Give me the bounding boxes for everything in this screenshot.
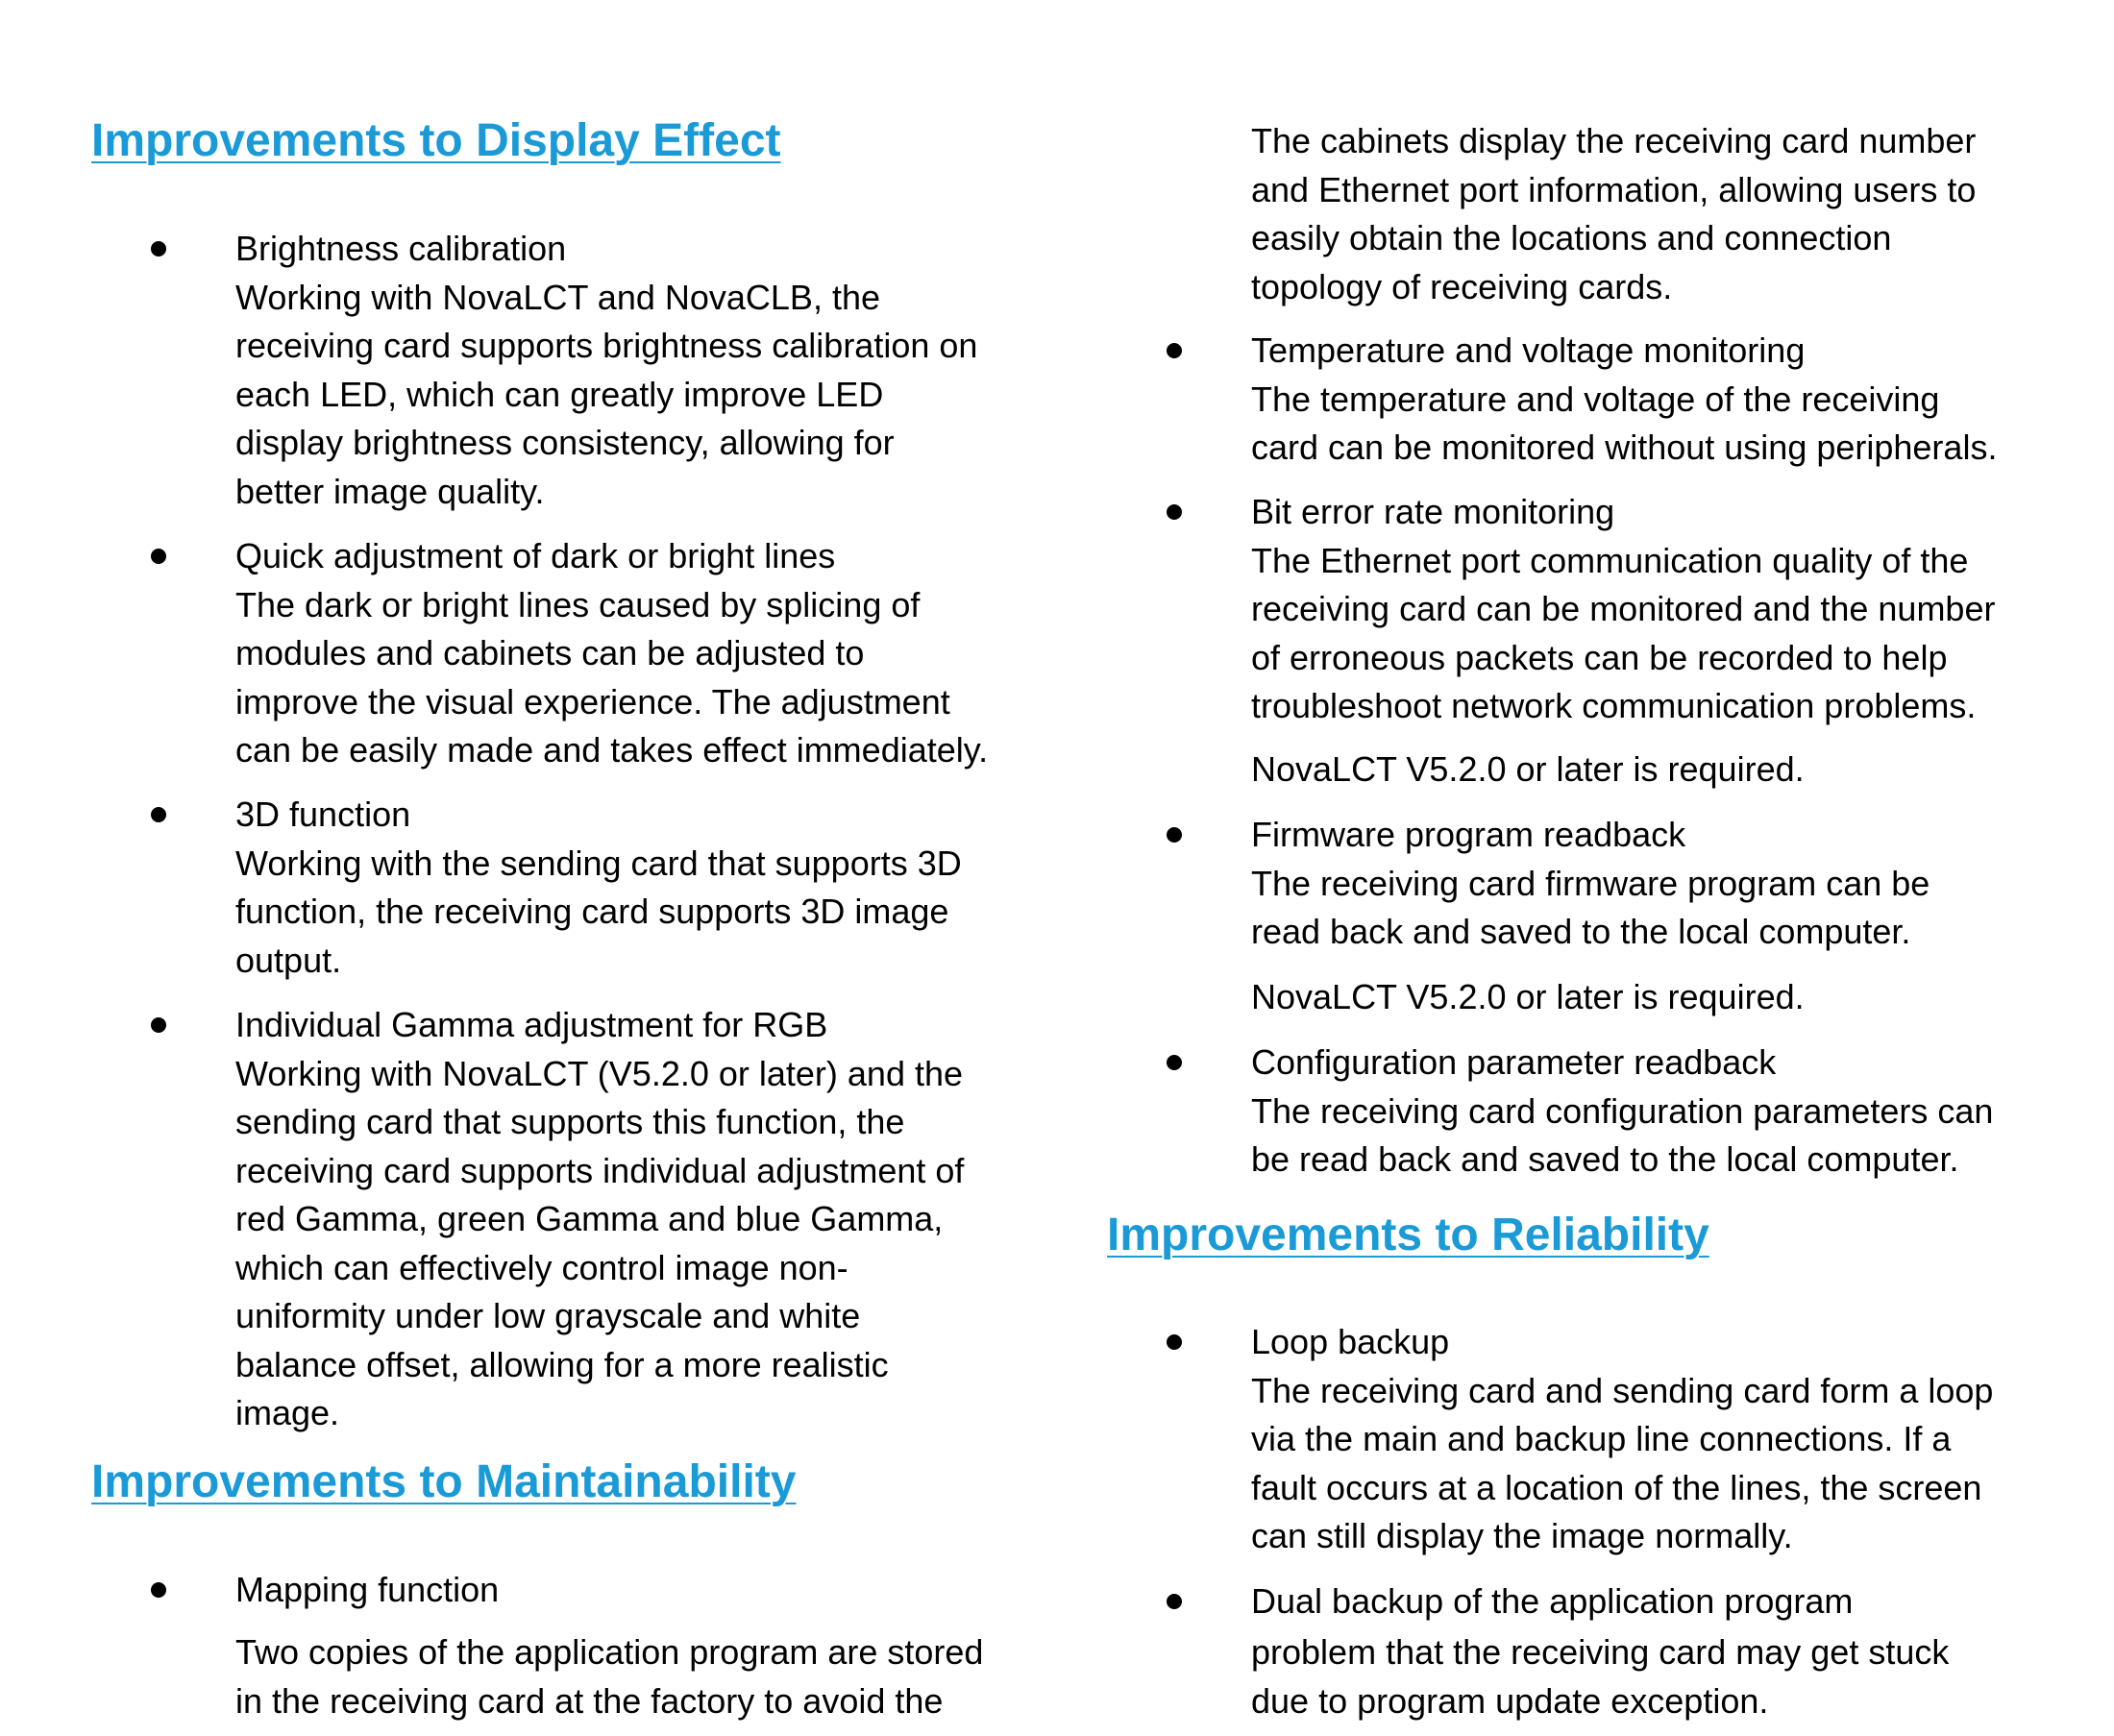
- heading-display-effect: Improvements to Display Effect: [91, 115, 781, 166]
- item-title: 3D function: [235, 795, 411, 834]
- item-description: The temperature and voltage of the receiving card can be monitored without using peripherals.: [1251, 379, 1998, 467]
- item-title: Brightness calibration: [235, 229, 567, 268]
- heading-maintainability: Improvements to Maintainability: [91, 1456, 797, 1507]
- heading-reliability: Improvements to Reliability: [1107, 1210, 1709, 1260]
- item-description: The receiving card and sending card form a loop via the main and backup line connections. If a fault occurs at a location of the lines, the screen can still display the image normally.: [1251, 1370, 1994, 1555]
- item-title: Configuration parameter readback: [1251, 1042, 1777, 1082]
- item-title: Temperature and voltage monitoring: [1251, 330, 1806, 370]
- item-description: The Ethernet port communication quality of the receiving card can be monitored and the number of erroneous packets can be recorded to help troubleshoot network communication problems.: [1251, 540, 1996, 725]
- item-description: Working with the sending card that supports 3D function, the receiving card supports 3D image output.: [235, 843, 962, 980]
- item-description: The receiving card configuration parameters can be read back and saved to the local computer.: [1251, 1090, 1994, 1179]
- item-title: Dual backup of the application program: [1251, 1581, 1854, 1621]
- note-version-required: NovaLCT V5.2.0 or later is required.: [1251, 977, 1805, 1016]
- item-title: Individual Gamma adjustment for RGB: [235, 1005, 828, 1044]
- item-title: Loop backup: [1251, 1322, 1450, 1361]
- paragraph-mapping-description: The cabinets display the receiving card number and Ethernet port information, allowing users to easily obtain the locations and connection topology of receiving cards.: [1251, 121, 1977, 306]
- item-title: Firmware program readback: [1251, 815, 1686, 854]
- note-version-required: NovaLCT V5.2.0 or later is required.: [1251, 749, 1805, 789]
- item-title: Mapping function: [235, 1570, 500, 1609]
- paragraph-dual-backup-continued: Two copies of the application program are stored in the receiving card at the factory to avoid the: [235, 1632, 984, 1721]
- paragraph-dual-backup-description: problem that the receiving card may get stuck due to program update exception.: [1251, 1632, 1950, 1721]
- item-description: Working with NovaLCT and NovaCLB, the receiving card supports brightness calibration on each LED, which can greatly improve LED display brightness consistency, allowing for better image quality.: [235, 277, 978, 511]
- item-title: Bit error rate monitoring: [1251, 492, 1615, 531]
- item-title: Quick adjustment of dark or bright lines: [235, 536, 836, 575]
- item-description: Working with NovaLCT (V5.2.0 or later) and the sending card that supports this function, the receiving card supports individual adjustment of red Gamma, green Gamma and blue Gamma, which can effectively control image non- uniformity under low grayscale and white balance offset, allowing for a more realistic image.: [235, 1053, 965, 1432]
- item-description: The dark or bright lines caused by splicing of modules and cabinets can be adjusted to improve the visual experience. The adjustment can be easily made and takes effect immediately.: [235, 584, 989, 770]
- item-description: The receiving card firmware program can be read back and saved to the local computer.: [1251, 863, 1930, 951]
